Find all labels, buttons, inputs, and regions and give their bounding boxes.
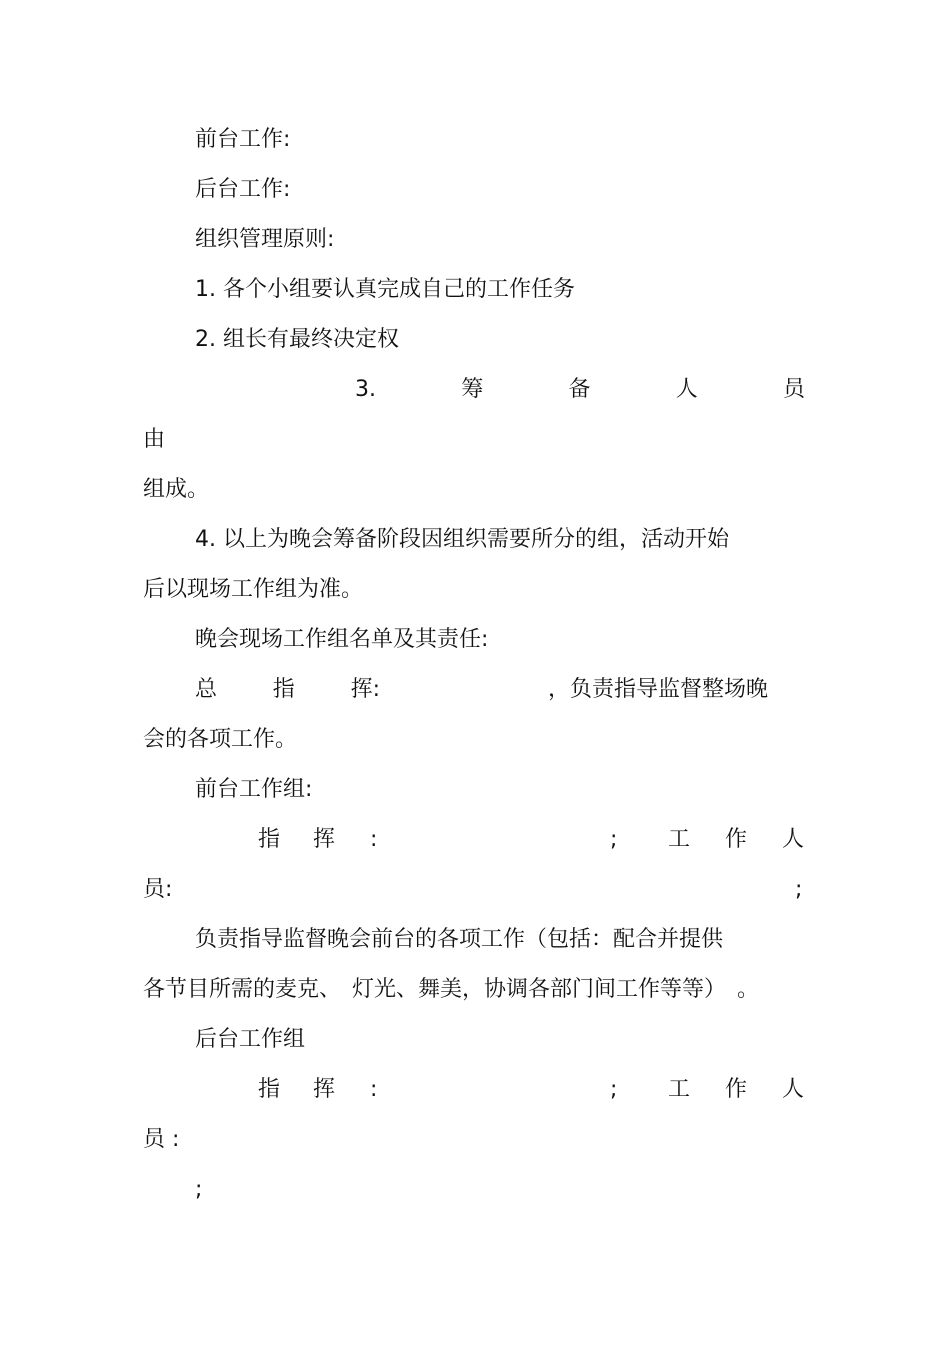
front-team-duty: 负责指导监督晚会前台的各项工作（包括：配合并提供 (195, 927, 724, 952)
char: : (370, 1077, 378, 1102)
char: 指 (258, 827, 281, 852)
onsite-team-heading: 晚会现场工作组名单及其责任: (195, 627, 489, 652)
char: 指 (258, 1077, 281, 1102)
principles-heading: 组织管理原则: (195, 227, 335, 252)
char: 工 (668, 827, 691, 852)
char: 作 (725, 827, 748, 852)
back-work-line: 后台工作: (195, 177, 291, 202)
text-line: 员 : (143, 1127, 180, 1152)
principle-item-4: 4. 以上为晚会筹备阶段因组织需要所分的组，活动开始 (195, 527, 729, 552)
principle-item-2: 2. 组长有最终决定权 (195, 327, 399, 352)
char: 总 (195, 677, 218, 702)
front-team-roles (258, 825, 806, 855)
char: 作 (725, 1077, 748, 1102)
text-line: ; (195, 1177, 203, 1202)
char: 挥: (350, 677, 380, 702)
front-team-heading: 前台工作组: (195, 777, 313, 802)
char: 人 (782, 827, 805, 852)
char: 备 (568, 377, 591, 402)
char: ; (610, 827, 618, 852)
char: 工 (668, 1077, 691, 1102)
char: 人 (782, 1077, 805, 1102)
text-line: ; (795, 877, 803, 902)
director-duty: ，负责指导监督整场晚 (548, 677, 769, 702)
back-team-heading: 后台工作组 (195, 1027, 306, 1052)
char: 指 (272, 677, 295, 702)
front-work-line: 前台工作: (195, 127, 291, 152)
principle-item-1: 1. 各个小组要认真完成自己的工作任务 (195, 277, 575, 302)
item-number: 3. (355, 377, 376, 402)
text-line: 由 (143, 427, 166, 452)
text-line: 员: (143, 877, 173, 902)
char: 员 (782, 377, 805, 402)
text-line: 后以现场工作组为准。 (143, 577, 364, 602)
text-line: 组成。 (143, 477, 210, 502)
back-team-roles (258, 1075, 806, 1105)
char: 筹 (461, 377, 484, 402)
char: ; (610, 1077, 618, 1102)
text-line: 各节目所需的麦克、 灯光、舞美，协调各部门间工作等等） 。 (143, 977, 760, 1002)
char: 挥 (313, 1077, 336, 1102)
director-label (195, 675, 380, 705)
principle-item-3 (355, 375, 805, 405)
char: 挥 (313, 827, 336, 852)
char: : (370, 827, 378, 852)
text-line: 会的各项工作。 (143, 727, 298, 752)
char: 人 (675, 377, 698, 402)
